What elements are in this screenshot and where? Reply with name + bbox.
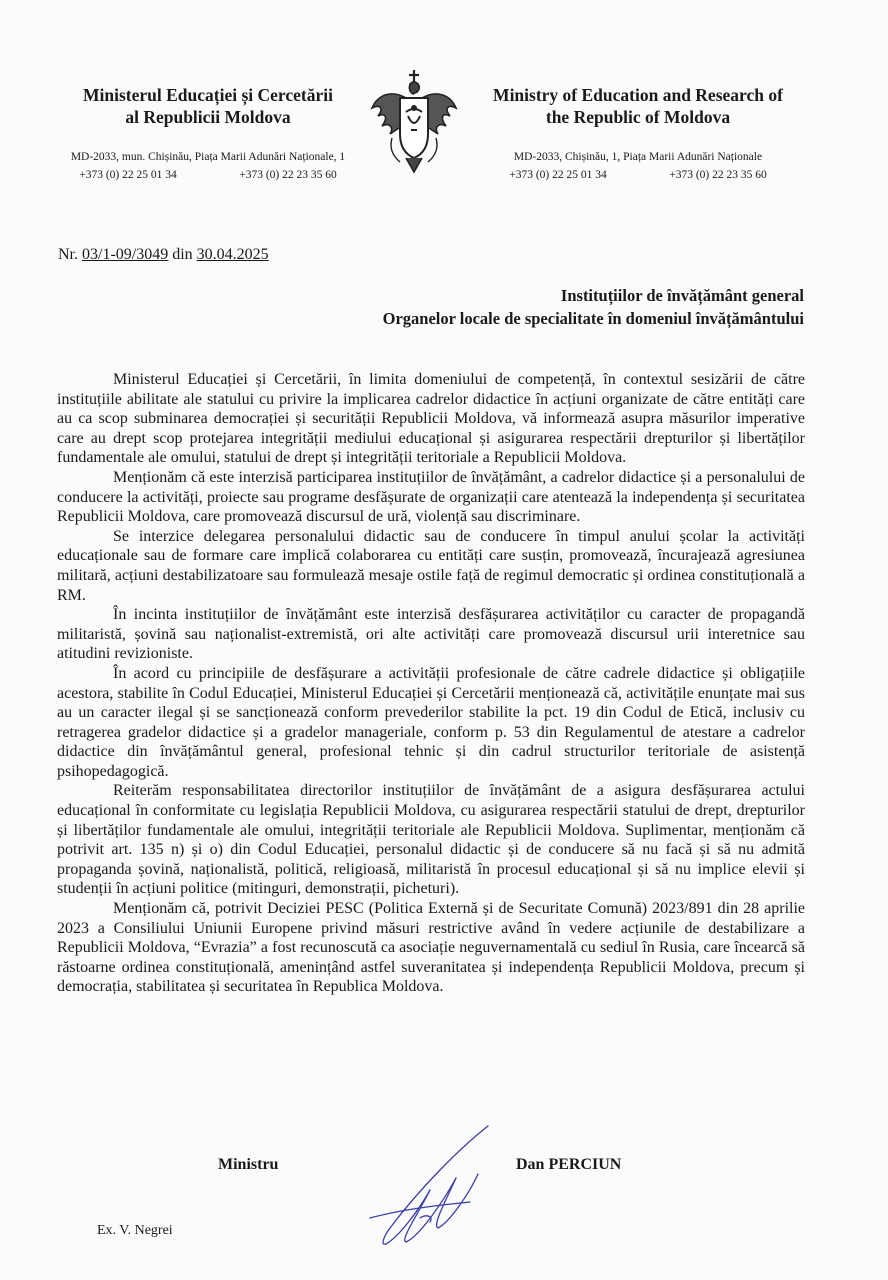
reference-number: 03/1-09/3049 <box>82 246 169 263</box>
address-ro: MD-2033, mun. Chișinău, Piața Marii Adunări Naționale, 1 <box>70 151 346 163</box>
paragraph: În incinta instituțiilor de învățământ este interzisă desfășurarea activităților cu caracter de propagandă militaristă, șovină sau naționalist-extremistă, ori alte activități care promovează discursul urii interetnice sau atitudini revizioniste. <box>57 606 805 663</box>
ministry-name-en-line2: the Republic of Moldova <box>545 107 731 127</box>
phones-en <box>478 166 798 184</box>
address-en: MD-2033, Chișinău, 1, Piața Marii Adunări Naționale <box>513 151 763 163</box>
paragraph: Reiterăm responsabilitatea directorilor instituțiilor de învățământ de a asigura desfășurarea actului educațional în conformitate cu legislația Republicii Moldova, cu asigurarea respectării statului de drept, drepturilor și libertăților fundamentale ale omului, integrității teritoriale ale Republicii Moldova. Suplimentar, menționăm că potrivit art. 135 n) și o) din Codul Educației, personalul didactic și de conducere să nu facă și să nu admită propaganda șovină, naționalistă, politică, religioasă, militaristă în procesul educațional și să nu implice elevii și studenții în acțiuni politice (mitinguri, demonstrații, picheturi). <box>57 782 805 898</box>
reference-prefix: Nr. <box>58 246 78 263</box>
phone-ro-1: +373 (0) 22 25 01 34 <box>79 169 177 181</box>
letter-body <box>57 370 805 997</box>
recipient-line-2: Organelor locale de specialitate în domeniul învățământului <box>382 309 804 328</box>
ministry-name-ro-line2: al Republicii Moldova <box>125 107 291 127</box>
signatory-role: Ministru <box>218 1156 279 1173</box>
handwritten-signature-icon <box>360 1118 500 1258</box>
ministry-name-ro-line1: Ministerul Educației și Cercetării <box>83 85 333 105</box>
phone-en-2: +373 (0) 22 23 35 60 <box>669 169 767 181</box>
paragraph: Menționăm că, potrivit Deciziei PESC (Politica Externă și de Securitate Comună) 2023/891 din 28 aprilie 2023 a Consiliului Uniunii Europene privind măsuri restrictive având în vedere acțiunile de destabilizare a Republicii Moldova, “Evrazia” a fost recunoscută ca asociație neguvernamentală cu sediul în Rusia, care încearcă să răstoarne ordinea constituțională, amenințând astfel suveranitatea și independența Republicii Moldova, precum și democrația, stabilitatea și securitatea în Republica Moldova. <box>57 900 805 996</box>
paragraph: Menționăm că este interzisă participarea instituțiilor de învățământ, a cadrelor didactice și a personalului de conducere la activități, proiecte sau programe desfășurate de organizații care atentează la independența și securitatea Republicii Moldova, care promovează discursul de ură, violență sau discriminare. <box>57 468 805 526</box>
signatory-name: Dan PERCIUN <box>516 1156 622 1173</box>
phone-en-1: +373 (0) 22 25 01 34 <box>509 169 607 181</box>
executor-note: Ex. V. Negrei <box>97 1223 173 1238</box>
ministry-name-en-line1: Ministry of Education and Research of <box>493 85 783 105</box>
recipients <box>383 284 804 330</box>
phone-ro-2: +373 (0) 22 23 35 60 <box>239 169 337 181</box>
reference-middle: din <box>172 246 193 263</box>
reference-date: 30.04.2025 <box>196 246 269 263</box>
header-right-en <box>478 84 798 184</box>
recipient-line-1: Instituțiilor de învățământ general <box>560 286 804 305</box>
paragraph: În acord cu principiile de desfășurare a activității profesionale de către cadrele didactice și obligațiile acestora, stabilite în Codul Educației, Ministerul Educației și Cercetării menționează că, activitățile enunțate mai sus au un caracter ilegal și se sancționează conform prevederilor stabilite la pct. 19 din Codul de Etică, inclusiv cu retragerea gradelor didactice și a gradelor manageriale, conform p. 53 din Regulamentul de atestare a cadrelor didactice din învățământul general, profesional tehnic și din cadrul structurilor teritoriale de asistență psihopedagogică. <box>57 664 805 780</box>
header-left-ro <box>48 84 368 184</box>
paragraph: Ministerul Educației și Cercetării, în limita domeniului de competență, în contextul sesizării de către instituțiile abilitate ale statului cu privire la implicarea cadrelor didactice în acțiuni organizate de către entități care au ca scop subminarea democrației și securității Republicii Moldova, vă informează asupra măsurilor imperative care au drept scop protejarea integrității mediului educațional și asigurarea respectării drepturilor și libertăților fundamentale ale omului, statului de drept și integrității teritoriale a Republicii Moldova. <box>57 371 805 467</box>
phones-ro <box>48 166 368 184</box>
moldova-coat-of-arms-icon <box>366 68 462 178</box>
paragraph: Se interzice delegarea personalului didactic sau de conducere în timpul anului școlar la activități educaționale sau de formare care implică colaborarea cu entități care susțin, promovează, încurajează agresiunea militară, acțiuni destabilizatoare sau formulează mesaje ostile față de regimul democratic și ordinea constituțională a RM. <box>57 527 805 604</box>
document-reference <box>58 246 269 264</box>
